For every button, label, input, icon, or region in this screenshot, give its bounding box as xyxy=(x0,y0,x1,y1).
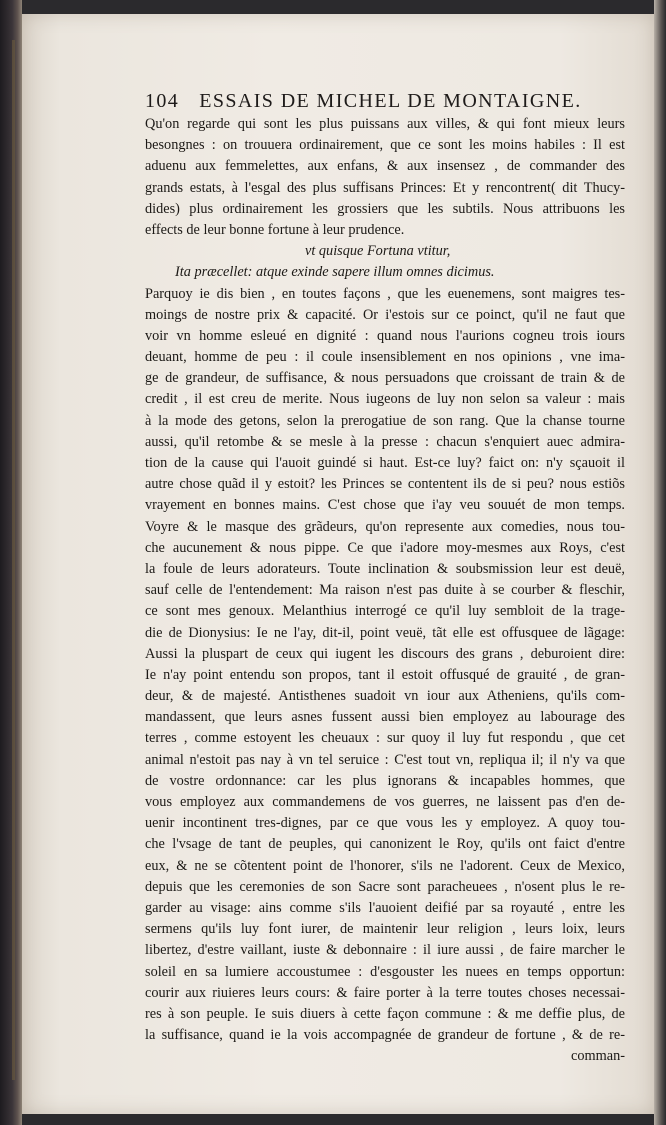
text-line: ge de grandeur, de suffisance, & nous persuadons que croissant de train & de xyxy=(145,370,625,387)
body-text xyxy=(145,114,625,1067)
text-line: res à son peuple. Ie suis diuers à cette façon commune : & me deffie plus, de xyxy=(145,1005,625,1022)
text-line: sauf celle de l'entendement: Ma raison n'est pas duite à se courber & fleschir, xyxy=(145,582,625,599)
running-header xyxy=(145,90,585,113)
text-line: Ie n'ay point entendu son propos, tant il estoit offusqué de grauité , de gran- xyxy=(145,666,625,683)
text-line: grands estats, à l'esgal des plus suffisans Princes: Et y rencontrent( dit Thucy- xyxy=(145,179,625,196)
text-line: deur, & de majesté. Antisthenes suadoit vn iour aux Atheniens, qu'ils com- xyxy=(145,688,625,705)
text-line: voir vn homme esleué en dignité : quand nous l'aurions cogneu trois iours xyxy=(145,327,625,344)
text-line: vous employez aux commandemens de vos guerres, ne laissent pas d'en de- xyxy=(145,794,625,810)
text-line: aduenu aux femmelettes, aux enfans, & aux insensez , de commander des xyxy=(145,158,625,175)
text-line: credit , il est creu de merite. Nous iugeons de luy non selon sa valeur : mais xyxy=(145,391,625,408)
text-line: Parquoy ie dis bien , en toutes façons , que les euenemens, sont maigres tes- xyxy=(145,285,625,302)
text-line: autre chose quãd il y estoit? les Princes se contentent ils de si peu? nous estiõs xyxy=(145,476,625,493)
text-line: Voyre & le masque des grãdeurs, qu'on represente aux comedies, nous tou- xyxy=(145,518,625,535)
text-line: libertez, d'estre vaillant, iuste & debonnaire : il iure aussi , de faire marcher le xyxy=(145,942,625,959)
text-line: ce sont mes genoux. Melanthius interrogé ce qu'il luy sembloit de la trage- xyxy=(145,603,625,620)
text-line: dides) plus ordinairement les grossiers que les subtils. Nous attribuons les xyxy=(145,200,625,217)
text-line: che aucunement & nous pippe. Ce que i'adore moy-mesmes aux Roys, c'est xyxy=(145,539,625,556)
text-line: terres , comme estoyent les cheuaux : sur quoy il luy fut respondu , que cet xyxy=(145,730,625,747)
text-line: animal n'estoit pas nay à vn tel seruice : C'est tout vn, repliqua il; il n'y va que xyxy=(145,751,625,768)
text-line: uenir incontinent tres-dignes, par ce que vous les y employez. A quoy tou- xyxy=(145,815,625,832)
text-line: eux, & ne se cõtentent point de l'honorer, s'ils ne l'adorent. Ceux de Mexico, xyxy=(145,857,625,874)
latin-quote-line: Ita præcellet: atque exinde sapere illum omnes dicimus. xyxy=(175,264,495,281)
catchword: comman- xyxy=(571,1048,625,1065)
text-line: de vostre ordonnance: car les plus ignorans & incapables hommes, que xyxy=(145,772,625,789)
text-line: che l'vsage de tant de peuples, qui canonizent le Roy, qu'ils ont faict d'entre xyxy=(145,836,625,853)
text-line: deuant, homme de peu : il coule insensiblement en nos opinions , vne ima- xyxy=(145,349,625,366)
text-line: sermens qu'ils luy font iurer, de maintenir leur religion , leurs loix, leurs xyxy=(145,921,625,938)
book-binding xyxy=(0,0,22,1125)
text-line: depuis que les ceremonies de son Sacre sont paracheuees , n'osent plus le re- xyxy=(145,878,625,895)
text-line: Aussi la pluspart de ceux qui iugent les discours des grans , deburoient dire: xyxy=(145,645,625,662)
text-line: tion de la cause qui l'auoit guindé si haut. Est-ce luy? faict on: n'y sçauoit il xyxy=(145,455,625,471)
text-line: la suffisance, quand ie la vois accompagnée de grandeur de fortune , & de re- xyxy=(145,1027,625,1044)
text-line: aussi, qu'il retombe & se mesle à la presse : chacun s'enquiert auec admira- xyxy=(145,433,625,450)
text-line: besongnes : on trouuera ordinairement, que ce sont les moins habiles : Il est xyxy=(145,137,625,154)
running-title: ESSAIS DE MICHEL DE MONTAIGNE. xyxy=(199,90,582,112)
text-line: vrayement en bonnes mains. C'est chose que i'ay veu souuét de mon temps. xyxy=(145,497,625,514)
text-line: effects de leur bonne fortune à leur prudence. xyxy=(145,221,405,238)
text-line: à la mode des getons, selon la prerogatiue de son rang. Que la chanse tourne xyxy=(145,412,625,429)
text-line: moings de nostre prix & capacité. Or i'estois sur ce poinct, qu'il ne faut que xyxy=(145,306,625,323)
text-line: courir aux riuieres leurs cours: & faire porter à la terre toutes choses necessai- xyxy=(145,984,625,1001)
text-line: mandassent, que leurs asnes fussent aussi bien employez au labourage des xyxy=(145,709,625,726)
text-line: la foule de leurs adorateurs. Toute inclination & soubsmission leur est deuë, xyxy=(145,560,625,577)
text-line: die de Dionysius: Ie ne l'ay, dit-il, point veuë, tãt elle est offusquee de lãgage: xyxy=(145,624,625,641)
page-edge xyxy=(654,0,666,1125)
text-line: Qu'on regarde qui sont les plus puissans aux villes, & qui font mieux leurs xyxy=(145,116,625,132)
page-number: 104 xyxy=(145,90,180,112)
latin-quote-line: vt quisque Fortuna vtitur, xyxy=(305,243,451,260)
text-line: soleil en sa lumiere accoustumee : d'esgouster les nuees en temps opportun: xyxy=(145,963,625,980)
text-line: garder au visage: ains comme s'ils l'auoient deifié par sa royauté , entre les xyxy=(145,899,625,916)
